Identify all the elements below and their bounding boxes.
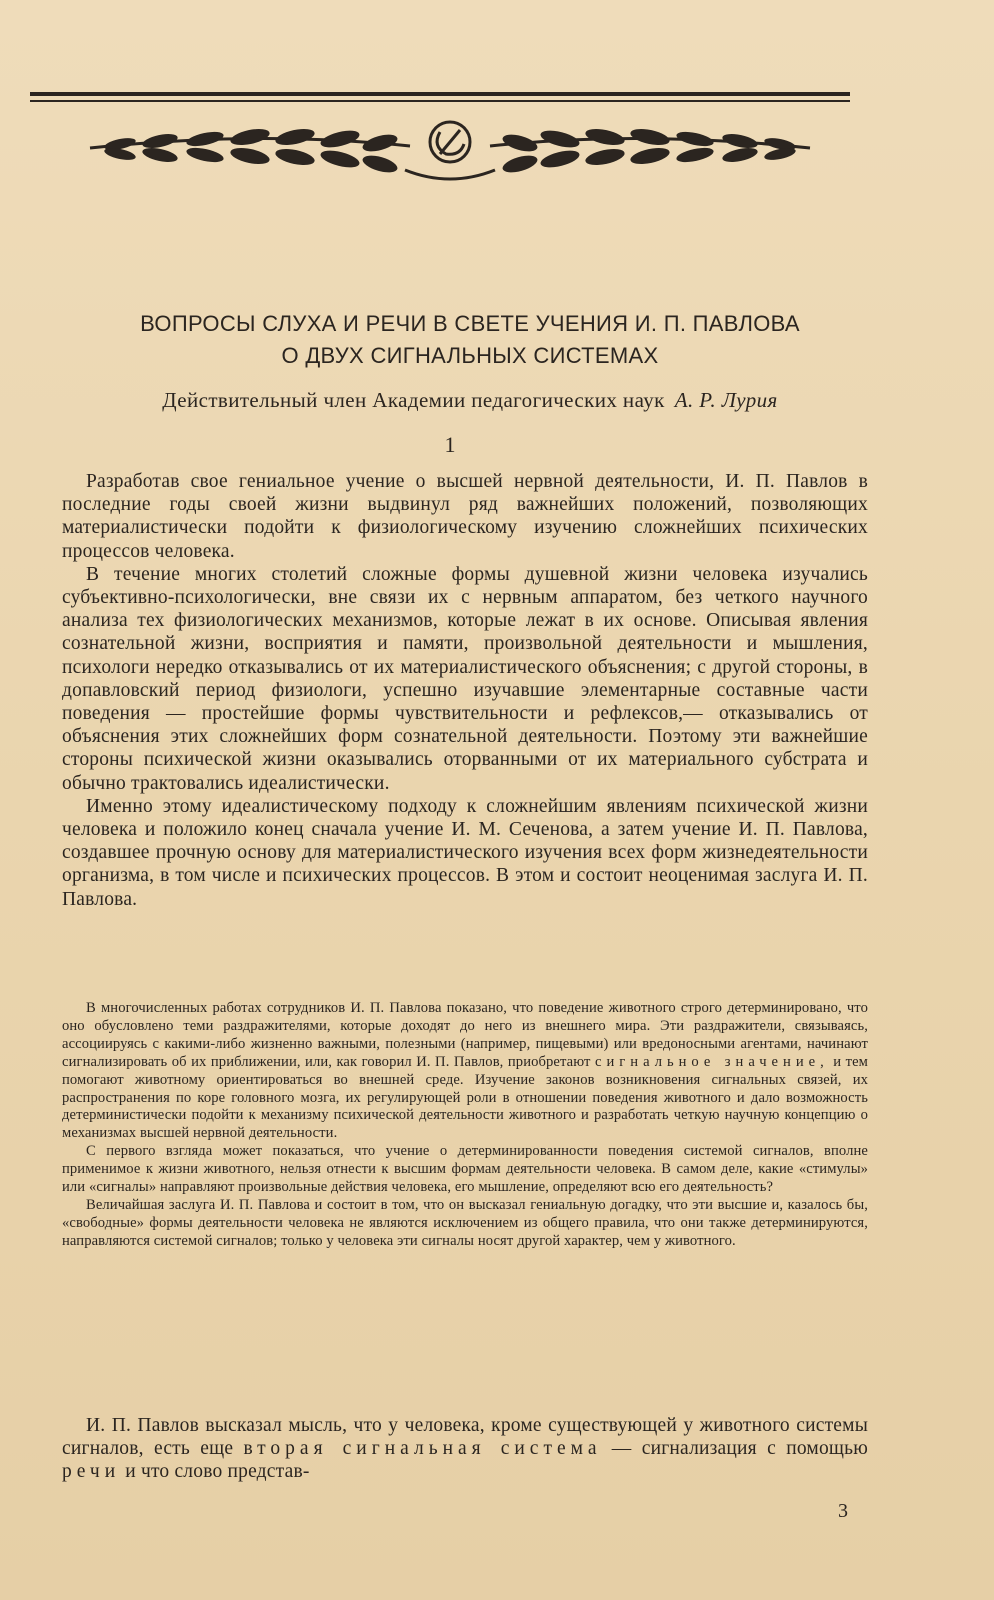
small-p1-text-before: В многочисленных работах сотрудников И. П. Павлова показано, что поведение животного строго детерминировано, что оно обусловлено теми раздражителями, которые доходят до него из внешнего мира. Эти раздражители, связываясь, ассоциируясь с какими-либо жизненно важными, полезными (например, пищевыми) или вредоносными агентами, начинают сигнализировать об их приближении, или, как говорил И. П. Павлов, приобретают: [62, 1000, 868, 1070]
main-paragraph-4: [62, 1414, 868, 1484]
last-p-text-before: И. П. Павлов высказал мысль, что у человека, кроме существующей у животного системы сигналов, есть еще: [62, 1415, 868, 1460]
author-name: А. Р. Лурия: [674, 388, 778, 412]
top-rule-thick: [30, 92, 850, 96]
small-p1-emphasis: сигнальное значение,: [595, 1053, 829, 1070]
section-number: 1: [444, 432, 456, 457]
small-print-block: [62, 1000, 868, 1251]
author-position: Действительный член Академии педагогических наук: [162, 388, 665, 412]
small-paragraph-1: [62, 1000, 868, 1143]
page-number: 3: [838, 1500, 848, 1522]
small-paragraph-2: С первого взгляда может показаться, что учение о детерминированности поведения системой сигналов, вполне применимое к жизни животного, нельзя отнести к высшим формам деятельности человека. В самом деле, какие «стимулы» или «сигналы» направляют произвольные действия человека, его мышление, определяют всю его деятельность?: [62, 1143, 868, 1196]
article-title: [40, 308, 900, 372]
title-line-1: ВОПРОСЫ СЛУХА И РЕЧИ В СВЕТЕ УЧЕНИЯ И. П. ПАВЛОВА: [140, 311, 800, 336]
top-rule-thin: [30, 100, 850, 102]
main-text-block: [62, 470, 868, 911]
author-line: [40, 388, 900, 413]
last-p-emphasis: вторая сигнальная система: [243, 1438, 602, 1460]
main-paragraph-2: В течение многих столетий сложные формы душевной жизни человека изучались субъективно-психологически, вне связи их с нервным аппаратом, без четкого научного анализа тех физиологических механизмов, которые лежат в их основе. Описывая явления сознательной жизни, восприятия и памяти, произвольной деятельности и мышления, психологи нередко отказывались от их материалистического объяснения; с другой стороны, в допавловский период физиологи, успешно изучавшие элементарные составные части поведения — простейшие формы чувствительности и рефлексов,— отказывались от объяснения этих сложнейших форм сознательной деятельности. Поэтому эти важнейшие стороны психической жизни оказывались оторванными от их материального субстрата и обычно трактовались идеалистически.: [62, 563, 868, 794]
last-p-emphasis-2: речи: [62, 1461, 121, 1483]
main-paragraph-3: Именно этому идеалистическому подходу к сложнейшим явлениям психической жизни человека и положило конец сначала учение И. М. Сеченова, а затем учение И. П. Павлова, создавшее прочную основу для материалистического изучения всех форм жизнедеятельности организма, в том числе и психических процессов. В этом и состоит неоценимая заслуга И. П. Павлова.: [62, 795, 868, 910]
small-paragraph-3: Величайшая заслуга И. П. Павлова и состоит в том, что он высказал гениальную догадку, что эти высшие и, казалось бы, «свободные» формы деятельности человека не являются исключением из общего правила, что они также детерминируются, направляются системой сигналов; только у человека эти сигналы носят другой характер, чем у животного.: [62, 1196, 868, 1249]
laurel-emblem-icon: [80, 110, 820, 190]
last-p-text-after: и что слово представ-: [125, 1461, 310, 1483]
last-p-text-middle: — сигнализация с помощью: [611, 1438, 868, 1460]
main-paragraph-1: Разработав свое гениальное учение о высшей нервной деятельности, И. П. Павлов в последние годы своей жизни выдвинул ряд важнейших положений, позволяющих материалистически подойти к физиологическому изучению сложнейших психических процессов человека.: [62, 471, 868, 562]
small-p1-text-after: и тем помогают животному ориентироваться во внешней среде. Изучение законов возникновения сигнальных связей, их распространения по коре головного мозга, их регулирующей роли в отношении поведения животного и дало возможность детерминистически подойти к механизму психической деятельности животного и разработать четкую научную концепцию о механизмах высшей нервной деятельности.: [62, 1053, 869, 1142]
last-text-block: [62, 1414, 868, 1484]
title-line-2: О ДВУХ СИГНАЛЬНЫХ СИСТЕМАХ: [281, 343, 659, 368]
